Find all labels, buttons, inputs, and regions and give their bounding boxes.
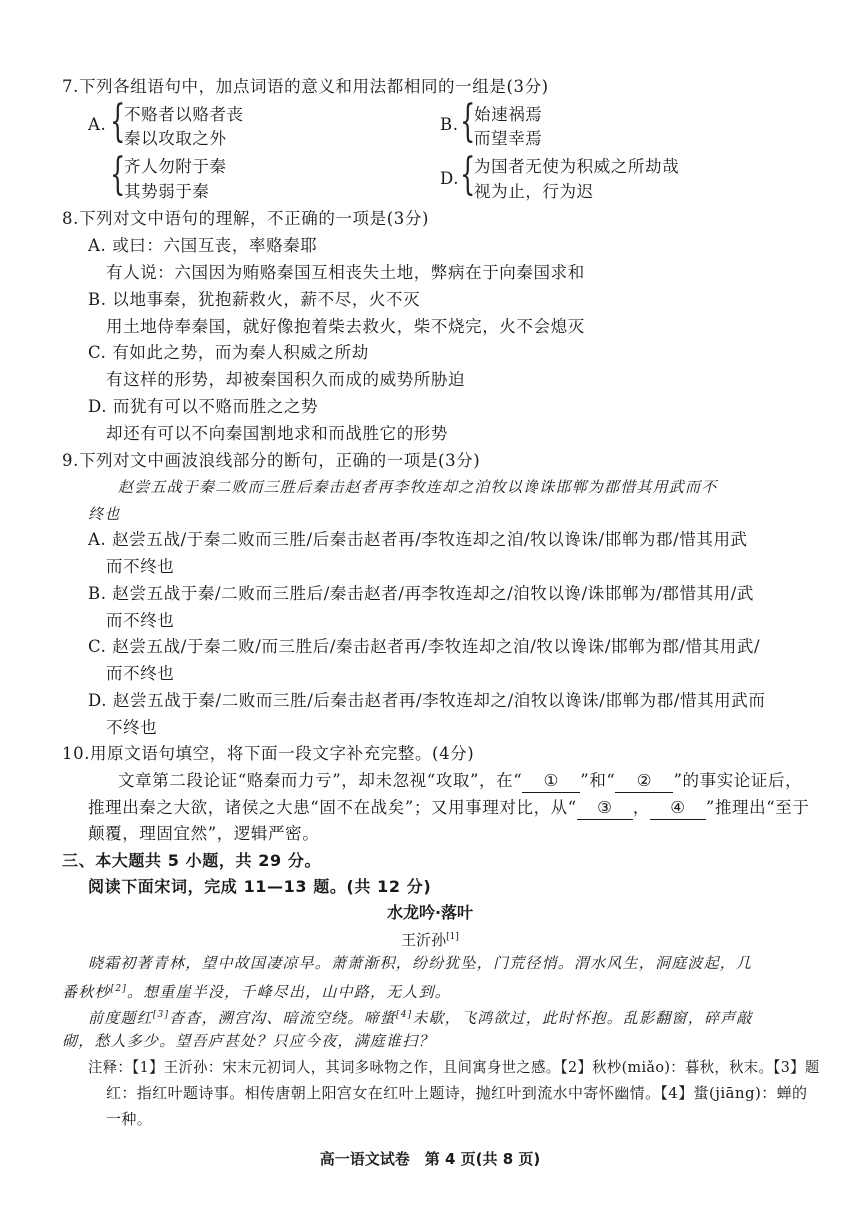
poem-author-note-ref: [1] bbox=[446, 932, 459, 942]
poem-line1: 晓霜初著青林，望中故国凄凉早。萧萧渐积，纷纷犹坠，门荒径悄。渭水风生，洞庭波起，几 bbox=[88, 954, 753, 972]
q10-blank-4[interactable]: ④ bbox=[650, 797, 706, 820]
q9-stem: 9.下列对文中画波浪线部分的断句，正确的一项是(3分) bbox=[62, 451, 481, 470]
q10-line1 bbox=[118, 770, 802, 793]
q8-option-b: B. 以地事秦，犹抱薪救火，薪不尽，火不灭 bbox=[88, 290, 421, 309]
notes-line2: 红：指红叶题诗事。相传唐朝上阳宫女在红叶上题诗，抛红叶到流水中寄怀幽情。【4】螀(jiāng)：蝉的 bbox=[106, 1084, 808, 1102]
poem-title: 水龙吟·落叶 bbox=[386, 903, 474, 922]
q8-option-c: C. 有如此之势，而为秦人积威之所劫 bbox=[88, 343, 369, 362]
poem-note-ref-3: [3] bbox=[152, 1010, 170, 1020]
poem-line3-text-c: 未歇，飞鸿欲过，此时怀抱。乱影翻窗，碎声敲 bbox=[412, 1009, 753, 1027]
q9-option-a-line1: A. 赵尝五战/于秦二败而三胜/后秦击赵者再/李牧连却之洎/牧以谗诛/邯郸为郡/惜其用武 bbox=[88, 530, 748, 549]
q10-line1-text-a: 文章第二段论证“赂秦而力亏”，却未忽视“攻取”，在“ bbox=[118, 771, 523, 790]
q8-option-d-explanation: 却还有可以不向秦国割地求和而战胜它的形势 bbox=[106, 424, 448, 443]
q7-option-b-brace: { bbox=[460, 96, 476, 147]
q10-line2 bbox=[88, 797, 810, 820]
poem-line2-text-b: 。想重崖半没，千峰尽出，山中路，无人到。 bbox=[126, 983, 451, 1001]
q9-passage-line2: 终也 bbox=[88, 505, 121, 523]
poem-author bbox=[0, 926, 860, 951]
q9-option-b-line1: B. 赵尝五战于秦/二败而三胜后/秦击赵者/再李牧连却之/洎牧以谗/诛邯郸为/郡惜其用/武 bbox=[88, 584, 755, 603]
poem-note-ref-2: [2] bbox=[110, 984, 127, 994]
poem-line2-text-a: 番秋杪 bbox=[62, 983, 111, 1001]
q10-blank-3[interactable]: ③ bbox=[577, 797, 633, 820]
q7-option-c-line1: 齐人勿附于秦 bbox=[124, 157, 227, 176]
q7-stem: 7.下列各组语句中，加点词语的意义和用法都相同的一组是(3分) bbox=[62, 77, 549, 96]
page-footer: 高一语文试卷 第 4 页(共 8 页) bbox=[319, 1150, 541, 1168]
q10-blank-1[interactable]: ① bbox=[522, 770, 580, 793]
q7-option-b-line1: 始速祸焉 bbox=[474, 105, 543, 124]
notes-line1: 注释：【1】王沂孙：宋末元初词人，其词多咏物之作，且间寓身世之感。【2】秋杪(miǎo)：暮秋，秋末。【3】题 bbox=[88, 1058, 820, 1076]
poem-line2 bbox=[62, 978, 451, 1003]
poem-author-name: 王沂孙 bbox=[401, 931, 447, 949]
q8-option-b-explanation: 用土地侍奉秦国，就好像抱着柴去救火，柴不烧完，火不会熄灭 bbox=[106, 317, 585, 336]
section3-subtitle: 阅读下面宋词，完成 11—13 题。(共 12 分) bbox=[88, 877, 432, 896]
q7-option-a-line2: 秦以攻取之外 bbox=[124, 129, 227, 148]
q7-option-d-line1: 为国者无使为积威之所劫哉 bbox=[474, 157, 680, 176]
q10-line2-text-b: ， bbox=[632, 798, 650, 817]
q8-option-d: D. 而犹有可以不赂而胜之之势 bbox=[88, 397, 319, 416]
q10-line1-text-b: ”和“ bbox=[580, 771, 616, 790]
q9-option-d-line2: 不终也 bbox=[106, 718, 158, 737]
q8-option-a-explanation: 有人说：六国因为贿赂秦国互相丧失土地，弊病在于向秦国求和 bbox=[106, 263, 585, 282]
q7-option-a-line1: 不赂者以赂者丧 bbox=[124, 105, 244, 124]
poem-note-ref-4: [4] bbox=[395, 1010, 413, 1020]
q7-option-a-label: A. bbox=[88, 115, 107, 134]
poem-line3-text-a: 前度题红 bbox=[88, 1009, 153, 1027]
q7-option-a-brace: { bbox=[110, 96, 126, 147]
q9-option-c-line2: 而不终也 bbox=[106, 664, 175, 683]
poem-line3-text-b: 杳杳，溯宫沟、暗流空绕。啼螀 bbox=[169, 1009, 396, 1027]
q10-line2-text-a: 推理出秦之大欲，诸侯之大患“固不在战矣”；又用事理对比，从“ bbox=[88, 798, 577, 817]
q10-line2-text-c: ”推理出“至于 bbox=[705, 798, 810, 817]
q7-option-c-line2: 其势弱于秦 bbox=[124, 182, 210, 201]
q9-passage-line1: 赵尝五战于秦二败而三胜后秦击赵者再李牧连却之洎牧以谗诛邯郸为郡惜其用武而不 bbox=[118, 478, 718, 496]
q7-option-d-line2: 视为止，行为迟 bbox=[474, 182, 594, 201]
q9-option-a-line2: 而不终也 bbox=[106, 557, 175, 576]
notes-line3: 一种。 bbox=[106, 1110, 153, 1128]
q7-option-b-line2: 而望幸焉 bbox=[474, 129, 543, 148]
q7-option-c-brace: { bbox=[110, 149, 126, 200]
q7-option-d-label: D. bbox=[440, 169, 460, 188]
q8-stem: 8.下列对文中语句的理解，不正确的一项是(3分) bbox=[62, 209, 430, 228]
q7-option-b-label: B. bbox=[440, 115, 459, 134]
q7-option-d-brace: { bbox=[460, 149, 476, 200]
q8-option-a: A. 或曰：六国互丧，率赂秦耶 bbox=[88, 236, 318, 255]
poem-line4: 砌，愁人多少。望吾庐甚处？只应今夜，满庭谁扫？ bbox=[62, 1032, 435, 1050]
q10-line3: 颠覆，理固宜然”，逻辑严密。 bbox=[88, 824, 320, 843]
q9-option-b-line2: 而不终也 bbox=[106, 611, 175, 630]
q10-stem: 10.用原文语句填空，将下面一段文字补充完整。(4分) bbox=[62, 744, 475, 763]
q10-blank-2[interactable]: ② bbox=[615, 770, 673, 793]
poem-line3 bbox=[88, 1004, 753, 1029]
q10-line1-text-c: ”的事实论证后， bbox=[673, 771, 803, 790]
section3-title: 三、本大题共 5 小题，共 29 分。 bbox=[62, 851, 322, 870]
q8-option-c-explanation: 有这样的形势，却被秦国积久而成的威势所胁迫 bbox=[106, 370, 466, 389]
q9-option-d-line1: D. 赵尝五战于秦/二败而三胜/后秦击赵者再/李牧连却之/洎牧以谗诛/邯郸为郡/惜其用武而 bbox=[88, 691, 766, 710]
q9-option-c-line1: C. 赵尝五战/于秦二败/而三胜后/秦击赵者再/李牧连却之洎/牧以谗诛/邯郸为郡/惜其用武/ bbox=[88, 637, 761, 656]
